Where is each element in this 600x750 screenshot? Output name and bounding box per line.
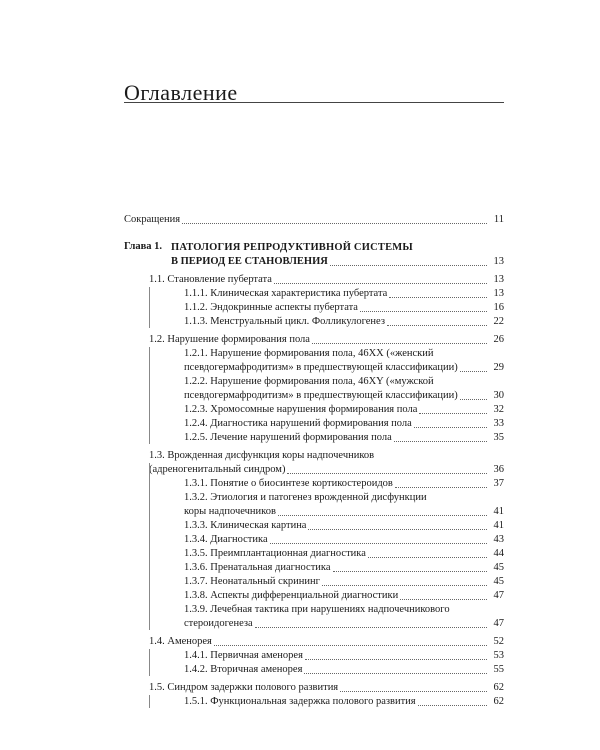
dot-leader: [414, 427, 487, 428]
toc-entry-label: [149, 273, 272, 287]
toc-entry-label: [184, 417, 412, 431]
toc-entry-page: 32: [493, 404, 504, 415]
toc-entry-abbreviations[interactable]: [124, 213, 504, 227]
sections-list: [124, 273, 504, 709]
dot-leader: [312, 343, 487, 344]
toc-entry-title: Клиническая картина: [210, 520, 307, 531]
toc-entry-title: Преимплантационная диагностика: [210, 548, 366, 559]
toc-section-heading[interactable]: [149, 681, 504, 695]
toc-entry-line: [184, 575, 504, 589]
heading-rule: [124, 102, 504, 103]
toc-entry-title: Аменорея: [167, 636, 212, 647]
toc-entry-page: 41: [493, 506, 504, 517]
toc-entry-page: 13: [493, 274, 504, 285]
toc-entry-title: Синдром задержки полового развития: [167, 682, 339, 693]
toc-subsection[interactable]: [160, 431, 504, 445]
toc-entry-number: 1.5.1.: [184, 696, 208, 707]
toc-entry-title: Менструальный цикл. Фолликулогенез: [210, 316, 385, 327]
toc-entry-number: 1.3.5.: [184, 548, 208, 559]
toc-entry-title: Врожденная дисфункция коры надпочечников: [167, 450, 375, 461]
toc-entry-title: Эндокринные аспекты пубертата: [210, 302, 358, 313]
toc-entry-page: 45: [493, 562, 504, 573]
toc-entry-number: 1.2.5.: [184, 432, 208, 443]
toc-entry-label: [184, 649, 303, 663]
dot-leader: [304, 673, 487, 674]
toc-entry-page: 47: [493, 618, 504, 629]
toc-subsection[interactable]: [160, 375, 504, 403]
toc-entry-last-line: [184, 505, 504, 519]
toc-entry-label: [184, 287, 387, 301]
toc-entry-number: 1.3.1.: [184, 478, 208, 489]
toc-entry-title: Становление пубертата: [167, 274, 272, 285]
toc-entry-label: [149, 681, 338, 695]
toc-entry-title-cont: коры надпочечников: [184, 506, 276, 517]
toc-entry-title-cont: стероидогенеза: [184, 618, 253, 629]
dot-leader: [214, 645, 487, 646]
toc-entry-title: Понятие о биосинтезе кортикостероидов: [210, 478, 393, 489]
toc-entry-page: 35: [493, 432, 504, 443]
toc-entry-label: [184, 561, 331, 575]
toc-entry-line: [184, 695, 504, 709]
toc-entry-line: [184, 663, 504, 677]
toc-subsection[interactable]: [160, 561, 504, 575]
toc-entry-label: [184, 663, 302, 677]
toc-entry-title: Сокращения: [124, 214, 181, 225]
toc-entry-line: [184, 589, 504, 603]
toc-entry-number: 1.3.: [149, 450, 165, 461]
toc-entry-last-line: [184, 361, 504, 375]
toc-entry-number: 1.3.6.: [184, 562, 208, 573]
toc-entry-title: Нарушение формирования пола, 46ХY («мужской: [210, 376, 434, 387]
toc-entry-number: 1.5.: [149, 682, 165, 693]
toc-entry-page: 33: [493, 418, 504, 429]
dot-leader: [330, 265, 487, 266]
toc-entry-number: 1.1.3.: [184, 316, 208, 327]
toc-entry-title-cont: псевдогермафродитизм» в предшествующей классификации): [184, 390, 458, 401]
toc-entry-title: Пренатальная диагностика: [210, 562, 331, 573]
toc-entry-title: Клиническая характеристика пубертата: [210, 288, 388, 299]
toc-subsection[interactable]: [160, 301, 504, 315]
toc-entry-label: [149, 333, 310, 347]
dot-leader: [400, 599, 487, 600]
toc-entry-label: [184, 431, 392, 445]
toc-entry-number: 1.1.: [149, 274, 165, 285]
toc-entry-line: [184, 417, 504, 431]
dot-leader: [182, 223, 487, 224]
toc-entry-number: 1.3.2.: [184, 492, 208, 503]
toc-entry-line: [184, 547, 504, 561]
toc-entry-page: 53: [493, 650, 504, 661]
toc-entry-first-line: [149, 449, 504, 463]
toc-entry-first-line: [184, 491, 504, 505]
toc-section: [149, 449, 504, 631]
dot-leader: [255, 627, 487, 628]
dot-leader: [389, 297, 487, 298]
toc-section: [149, 681, 504, 709]
toc-entry-line: [184, 403, 504, 417]
toc-entry-label: [184, 315, 385, 329]
dot-leader: [340, 691, 487, 692]
toc-entry-page: 45: [493, 576, 504, 587]
toc-entry-label: [184, 403, 417, 417]
toc-subsection[interactable]: [160, 547, 504, 561]
toc-entry-title: Неонатальный скрининг: [210, 576, 320, 587]
toc-entry-last-line: [149, 463, 504, 477]
table-of-contents: [124, 213, 504, 709]
toc-entry-number: 1.1.1.: [184, 288, 208, 299]
toc-entry-label: [184, 575, 320, 589]
toc-subsection[interactable]: [160, 417, 504, 431]
toc-entry-number: 1.4.2.: [184, 664, 208, 675]
dot-leader: [418, 705, 487, 706]
dot-leader: [360, 311, 487, 312]
toc-entry-title-cont: псевдогермафродитизм» в предшествующей классификации): [184, 362, 458, 373]
toc-entry-first-line: [184, 347, 504, 361]
toc-entry-last-line: [184, 389, 504, 403]
toc-entry-line: [149, 273, 504, 287]
chapter-title-line1: ПАТОЛОГИЯ РЕПРОДУКТИВНОЙ СИСТЕМЫ: [171, 242, 413, 253]
dot-leader: [278, 515, 487, 516]
toc-section: [149, 635, 504, 677]
toc-entry-number: 1.3.7.: [184, 576, 208, 587]
toc-entry-page: 52: [493, 636, 504, 647]
toc-entry-number: 1.4.: [149, 636, 165, 647]
toc-entry-number: 1.2.1.: [184, 348, 208, 359]
toc-entry-label: [184, 533, 268, 547]
toc-subsection[interactable]: [160, 403, 504, 417]
dot-leader: [322, 585, 487, 586]
toc-entry-line: [149, 681, 504, 695]
toc-subsection[interactable]: [160, 287, 504, 301]
toc-entry-last-line: [184, 617, 504, 631]
page-title: Оглавление: [124, 80, 238, 105]
toc-section-heading[interactable]: [149, 635, 504, 649]
toc-entry-page: 41: [493, 520, 504, 531]
dot-leader: [308, 529, 487, 530]
toc-entry-label: [149, 635, 212, 649]
toc-entry-page: 47: [493, 590, 504, 601]
toc-section-heading[interactable]: [149, 449, 504, 477]
toc-entry-first-line: [184, 603, 504, 617]
toc-entry-label: [184, 547, 366, 561]
toc-entry-line: [184, 533, 504, 547]
toc-entry-number: 1.2.: [149, 334, 165, 345]
toc-entry-page: 62: [493, 696, 504, 707]
dot-leader: [460, 371, 487, 372]
dot-leader: [305, 659, 487, 660]
toc-entry-line: [184, 287, 504, 301]
dot-leader: [460, 399, 487, 400]
toc-entry-number: 1.3.3.: [184, 520, 208, 531]
toc-entry-title: Нарушение формирования пола, 46ХХ («женский: [210, 348, 434, 359]
toc-entry-page: 44: [493, 548, 504, 559]
toc-entry-page: 11: [493, 214, 504, 225]
dot-leader: [419, 413, 487, 414]
toc-entry-page: 55: [493, 664, 504, 675]
dot-leader: [333, 571, 487, 572]
toc-subsection[interactable]: [160, 533, 504, 547]
toc-subsection[interactable]: [160, 663, 504, 677]
toc-entry-title: Диагностика нарушений формирования пола: [210, 418, 412, 429]
toc-entry-line: [184, 519, 504, 533]
toc-entry-line: [184, 561, 504, 575]
toc-entry-title: Аспекты дифференциальной диагностики: [210, 590, 399, 601]
toc-entry-line: [149, 635, 504, 649]
toc-subsection[interactable]: [160, 589, 504, 603]
toc-entry-line: [184, 315, 504, 329]
toc-entry-number: 1.4.1.: [184, 650, 208, 661]
toc-entry-page: 26: [493, 334, 504, 345]
toc-entry-title: Хромосомные нарушения формирования пола: [210, 404, 418, 415]
toc-entry-title: Первичная аменорея: [210, 650, 303, 661]
toc-entry-page: 37: [493, 478, 504, 489]
toc-subsection[interactable]: [160, 315, 504, 329]
toc-chapter-1[interactable]: [124, 241, 504, 269]
toc-entry-label: [184, 301, 358, 315]
toc-entry-line: [184, 301, 504, 315]
toc-section-heading[interactable]: [149, 333, 504, 347]
dot-leader: [270, 543, 487, 544]
toc-entry-page: 36: [493, 464, 504, 475]
toc-entry-first-line: [184, 375, 504, 389]
toc-entry-label: [184, 519, 306, 533]
toc-entry-title: Диагностика: [210, 534, 268, 545]
dot-leader: [274, 283, 487, 284]
toc-subsection[interactable]: [160, 519, 504, 533]
dot-leader: [287, 473, 487, 474]
toc-entry-line: [184, 649, 504, 663]
toc-section: [149, 273, 504, 329]
toc-entry-title: Лечебная тактика при нарушениях надпочечникового: [210, 604, 450, 615]
toc-subsection[interactable]: [160, 695, 504, 709]
toc-entry-line: [184, 431, 504, 445]
toc-entry-title: Этиология и патогенез врожденной дисфункции: [210, 492, 427, 503]
toc-subsection[interactable]: [160, 477, 504, 491]
toc-subsection[interactable]: [160, 603, 504, 631]
toc-subsection[interactable]: [160, 347, 504, 375]
toc-entry-title: Лечение нарушений формирования пола: [210, 432, 392, 443]
toc-entry-page: 13: [493, 288, 504, 299]
toc-entry-label: [184, 695, 416, 709]
toc-entry-page: 22: [493, 316, 504, 327]
dot-leader: [368, 557, 487, 558]
toc-entry-title-cont: (адреногенитальный синдром): [149, 464, 286, 475]
toc-entry-page: 30: [493, 390, 504, 401]
toc-entry-title: Функциональная задержка полового развития: [210, 696, 416, 707]
toc-section-heading[interactable]: [149, 273, 504, 287]
toc-entry-number: 1.2.3.: [184, 404, 208, 415]
chapter-title-line2: В ПЕРИОД ЕЕ СТАНОВЛЕНИЯ: [171, 256, 328, 267]
toc-entry-line: [184, 477, 504, 491]
chapter-label: Глава 1.: [124, 241, 163, 252]
toc-entry-title: Вторичная аменорея: [210, 664, 303, 675]
chapter-page: 13: [493, 256, 504, 267]
toc-entry-number: 1.1.2.: [184, 302, 208, 313]
toc-entry-line: [149, 333, 504, 347]
toc-entry-page: 29: [493, 362, 504, 373]
toc-section: [149, 333, 504, 445]
toc-entry-page: 62: [493, 682, 504, 693]
toc-subsection[interactable]: [160, 575, 504, 589]
toc-entry-label: [184, 477, 393, 491]
toc-entry-number: 1.2.2.: [184, 376, 208, 387]
toc-subsection[interactable]: [160, 491, 504, 519]
dot-leader: [394, 441, 487, 442]
toc-entry-number: 1.3.9.: [184, 604, 208, 615]
toc-entry-title: Нарушение формирования пола: [167, 334, 310, 345]
dot-leader: [387, 325, 487, 326]
dot-leader: [395, 487, 487, 488]
toc-entry-label: [184, 589, 398, 603]
toc-entry-number: 1.3.4.: [184, 534, 208, 545]
toc-entry-number: 1.2.4.: [184, 418, 208, 429]
toc-entry-page: 16: [493, 302, 504, 313]
toc-entry-page: 43: [493, 534, 504, 545]
toc-entry-number: 1.3.8.: [184, 590, 208, 601]
toc-subsection[interactable]: [160, 649, 504, 663]
